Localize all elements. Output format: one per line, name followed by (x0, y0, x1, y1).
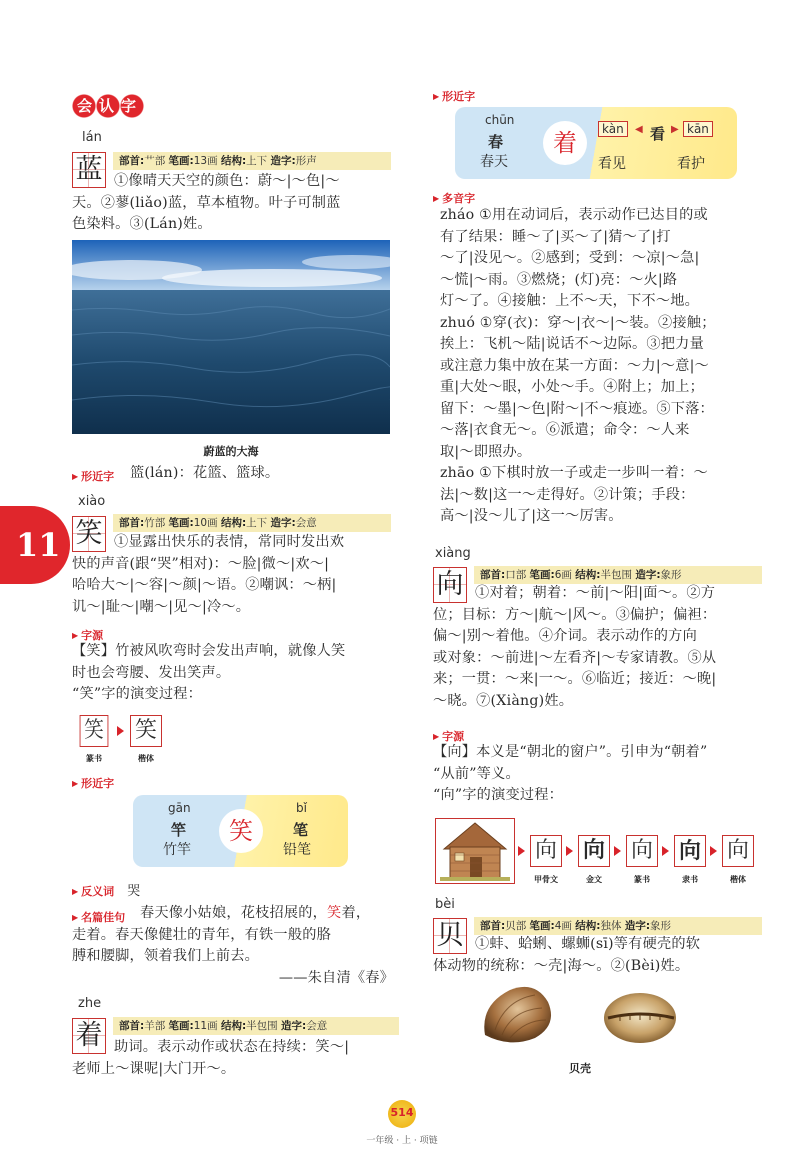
xiao-quote: 春天像小姑娘，花枝招展的，笑着， 走着。春天像健壮的青年，有铁一般的胳 膊和腰脚，领着我们上前去。 ——朱自清《春》 (72, 903, 394, 989)
xiang-evolution-seal: 向 (626, 835, 658, 867)
entry-zhe-char: 着 (72, 1018, 106, 1054)
xiao-quote-label: ▶ 名篇佳句 (72, 911, 125, 924)
quote-highlight: 笑 (327, 905, 342, 921)
xiao-antonym: 哭 (127, 884, 141, 899)
section-header (72, 94, 144, 118)
chapter-number: 11 (16, 526, 61, 564)
page-footer: 一年级 · 上 · 项链 (366, 1136, 438, 1146)
entry-lan-definition: ①像晴天天空的颜色：蔚～|～色|～ 天。②蓼(liǎo)蓝，草本植物。叶子可制蓝 色染料。③(Lán)姓。 (72, 173, 341, 232)
shells-image (480, 980, 680, 1050)
xiang-origin-label: ▶ 字源 (433, 728, 464, 744)
shells-illustration (480, 980, 680, 1050)
xiao-similar-label: ▶ 形近字 (72, 775, 114, 791)
xiao-evolution-seal: 笑 (80, 715, 109, 747)
entry-xiao-char: 笑 (72, 516, 106, 552)
entry-zhe-definition: 助词。表示动作或状态在持续：笑～| 老师上～课呢|大门开～。 (72, 1039, 350, 1077)
zhe-similar-panel: chūn 春 春天 着 kàn 看 kān ◀ ▶ 看见 看护 (455, 107, 737, 179)
sea-image (72, 240, 390, 434)
zhe-polyphone: zháo ①用在动词后，表示动作已达目的或 有了结果：睡～了|买～了|猜～了|打 ～了|没见～。②感到；受到：～凉|～急| ～慌|～雨。③燃烧；(灯)亮：～火|路 灯～了。④接触：上不～天，下不～地。 zhuó ①穿(衣)：穿～|衣～|～装。②接触； 挨上：飞机～陆|说话不～边际。③把力量 或注意力集中放在某一方面：～力|～意|～ 重|大处～眼，小处～手。④附上；加上； 留下：～墨|～色|附～|不～痕迹。⑤下落： ～落|衣食无～。⑥派遣；命令：～人来 取|～即照办。 zhāo ①下棋时放一子或走一步叫一着：～ 法|～数|这一～走得好。②计策；手段： 高～|没～儿了|这一～厉害。 (440, 207, 716, 524)
zhe-similar-arrow-left: ◀ (635, 124, 643, 135)
zhe-similar-center: 着 (543, 121, 587, 165)
entry-bei-char: 贝 (433, 918, 467, 954)
xiang-evolution-arrow-4 (710, 846, 717, 856)
xiang-evolution-arrow-2 (614, 846, 621, 856)
house-illustration (436, 819, 514, 883)
xiang-evolution-clerical: 向 (674, 835, 706, 867)
xiao-evolution-seal-label: 篆书 (86, 754, 102, 763)
xiang-evolution-arrow-3 (662, 846, 669, 856)
xiao-similar-panel: gān 竿 竹竿 笑 bǐ 笔 铅笔 (133, 795, 348, 867)
section-header-text: 会认字 (72, 94, 144, 118)
xiao-evolution-arrow (117, 726, 124, 736)
lan-similar-text: 篮(lán)：花篮、篮球。 (130, 465, 280, 481)
zhe-similar-arrow-right: ▶ (671, 124, 679, 135)
xiao-similar-center: 笑 (219, 809, 263, 853)
xiang-evolution-arrow-1 (566, 846, 573, 856)
entry-xiao-definition: ①显露出快乐的表情，常同时发出欢 快的声音(跟“哭”相对)：～脸|微～|欢～| 哈哈大～|～容|～颜|～语。②嘲讽：～柄| 讥～|耻～|嘲～|见～|冷～。 (72, 534, 345, 615)
xiao-origin-text: 【笑】竹被风吹弯时会发出声响，就像人笑 时也会弯腰、发出笑声。 “笑”字的演变过程： (72, 643, 346, 702)
entry-lan-char: 蓝 (72, 152, 106, 188)
page-number-badge (388, 1100, 416, 1128)
xiao-antonym-row (72, 880, 140, 899)
zhe-similar-label: ▶ 形近字 (433, 88, 475, 104)
xiang-evolution-regular: 向 (722, 835, 754, 867)
entry-bei-pinyin: bèi (435, 897, 455, 912)
entry-bei-definition: ①蚌、蛤蜊、螺蛳(sī)等有硬壳的软 体动物的统称：～壳|海～。②(Bèi)姓。 (433, 936, 701, 974)
entry-xiao-pinyin: xiào (78, 494, 106, 509)
xiang-evolution-arrow-0 (518, 846, 525, 856)
xiang-evolution-oracle: 向 (530, 835, 562, 867)
entry-lan-infobar: 部首:艹部 笔画:13画 结构:上下 造字:形声 (113, 152, 391, 170)
entry-zhe-pinyin: zhe (78, 996, 102, 1011)
page-number: 514 (390, 1106, 414, 1119)
section-header-chars (72, 94, 144, 118)
chapter-tab (0, 506, 70, 584)
xiao-evolution (78, 715, 178, 770)
entry-xiang-infobar: 部首:口部 笔画:6画 结构:半包围 造字:象形 (474, 566, 762, 584)
xiang-house-image (435, 818, 515, 884)
lan-similar-label: ▶ 形近字 (72, 468, 114, 484)
sea-illustration (72, 240, 390, 434)
xiao-evolution-regular: 笑 (130, 715, 162, 747)
entry-zhe-infobar: 部首:羊部 笔画:11画 结构:半包围 造字:会意 (113, 1017, 399, 1035)
xiao-origin-label: ▶ 字源 (72, 627, 103, 643)
sea-image-caption: 蔚蓝的大海 (203, 445, 259, 458)
xiao-evolution-regular-label: 楷体 (138, 754, 154, 763)
entry-xiang-char: 向 (433, 567, 467, 603)
xiao-antonym-label: ▶ 反义词 (72, 885, 114, 898)
shells-image-caption: 贝壳 (569, 1062, 591, 1075)
zhe-polyphone-label: ▶ 多音字 (433, 190, 475, 206)
entry-xiang-pinyin: xiàng (435, 546, 471, 561)
xiang-evolution-bronze: 向 (578, 835, 610, 867)
entry-bei-infobar: 部首:贝部 笔画:4画 结构:独体 造字:象形 (474, 917, 762, 935)
entry-xiao-infobar: 部首:竹部 笔画:10画 结构:上下 造字:会意 (113, 514, 391, 532)
entry-lan-pinyin: lán (82, 130, 102, 145)
xiao-quote-source: ——朱自清《春》 (278, 969, 394, 986)
entry-xiang-definition: ①对着；朝着：～前|～阳|面～。②方 位；目标：方～|航～|风～。③偏护；偏袒： 偏～|别～着他。④介词。表示动作的方向 或对象：～前进|～左看齐|～专家请教。⑤从 来；一贯：～来|一～。⑥临近；接近：～晚| ～晓。⑦(Xiàng)姓。 (433, 585, 717, 709)
xiang-origin-text: 【向】本义是“朝北的窗户”。引申为“朝着” “从前”等义。 “向”字的演变过程： (433, 744, 708, 803)
right-column: ▶ 形近字 chūn 春 春天 着 kàn 看 kān ◀ ▶ 看见 看护 ▶ 多音字 zháo ①用在动词后，表示动作已达目的或 有了结果：睡～了|买～了|猜～了|打 ～了|没见～。②感到；受到：～凉|～急| ～慌|～雨。③燃烧；(灯)亮：～火|路 灯～了。④接触：上不～天，下不～地。 zhuó ①穿(衣)：穿～|衣～|～装。②接触； 挨上：飞机～陆|说话不～边际。③把力量 或注意力集中放在某一方面：～力|～意|～ 重|大处～眼，小处～手。④附上；加上； 留下：～墨|～色|附～|不～痕迹。⑤下落： ～落|衣食无～。⑥派遣；命令：～人来 取|～即照办。 zhāo ①下棋时放一子或走一步叫一着：～ 法|～数|这一～走得好。②计策；手段： 高～|没～儿了|这一～厉害。 xiàng 向 部首:口部 笔画:6画 结构:半包围 造字:象形 ①对着；朝着：～前|～阳|面～。②方 位；目标：方～|航～|风～。③偏护；偏袒： 偏～|别～着他。④介词。表示动作的方向 或对象：～前进|～左看齐|～专家请教。⑤从 来；一贯：～来|一～。⑥临近；接近：～晚| ～晓。⑦(Xiàng)姓。 ▶ 字源 【向】本义是“朝北的窗户”。引申为“朝着” “从前”等义。 “向”字的演变过程： 向 向 向 向 向 甲骨文 金文 篆书 隶书 楷体 bèi 贝 部首:贝部 笔画:4画 结构:独体 造字:象形 ①蚌、蛤蜊、螺蛳(sī)等有硬壳的软 体动物的统称：～壳|海～。②(Bèi)姓。 贝壳 (405, 0, 800, 1163)
